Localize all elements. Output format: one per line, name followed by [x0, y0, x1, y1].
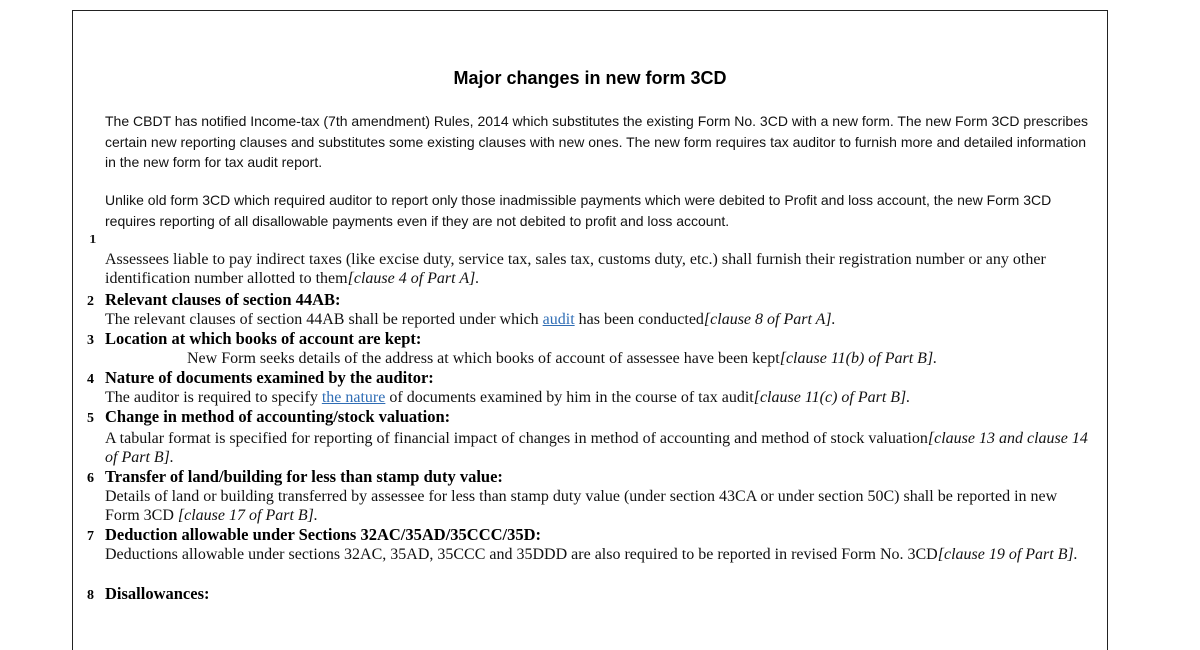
item-2-heading-row — [87, 290, 341, 312]
item-7-ref: [clause 19 of Part B]. — [937, 546, 1078, 563]
item-3-heading-row — [87, 329, 421, 351]
item-2-heading: Relevant clauses of section 44AB: — [105, 290, 341, 309]
item-3-text — [187, 349, 1107, 368]
item-number-1: 1 — [89, 233, 97, 246]
item-5-text — [105, 429, 1093, 468]
item-2-text — [105, 310, 1093, 329]
item-7-body: Deductions allowable under sections 32AC, 35AD, 35CCC and 35DDD are also required to be reported in revised Form No. 3CD — [105, 546, 938, 563]
item-2-body-start: The relevant clauses of section 44AB shall be reported under which — [105, 311, 543, 328]
item-5-heading: Change in method of accounting/stock valuation: — [105, 407, 451, 426]
item-8-number: 8 — [87, 588, 94, 603]
item-4-heading-row — [87, 368, 434, 390]
item-2-body-end: has been conducted — [574, 311, 704, 328]
item-6-ref: [clause 17 of Part B]. — [177, 507, 318, 525]
item-1-text — [105, 250, 1093, 289]
item-6-heading: Transfer of land/building for less than stamp duty value: — [105, 467, 503, 486]
item-3-number: 3 — [87, 333, 94, 348]
intro-paragraph-1: The CBDT has notified Income-tax (7th amendment) Rules, 2014 which substitutes the existing Form No. 3CD with a new form. The new Form 3CD prescribes certain new reporting clauses and substitutes some existing clauses with new ones. The new form requires tax auditor to furnish more and detailed information in the new form for tax audit report. — [105, 113, 1089, 170]
item-7-number: 7 — [87, 529, 94, 544]
item-3-ref: [clause 11(b) of Part B]. — [779, 350, 938, 367]
item-2-ref: [clause 8 of Part A]. — [703, 311, 836, 328]
item-6-number: 6 — [87, 471, 94, 486]
item-7-text — [105, 545, 1093, 564]
item-3-heading: Location at which books of account are kept: — [105, 329, 422, 348]
item-5-body: A tabular format is specified for reporting of financial impact of changes in method of accounting and method of stock valuation — [105, 430, 928, 447]
item-5-ref: [clause 13 and clause 14 of Part B]. — [105, 430, 1088, 467]
item-8-heading: Disallowances: — [105, 584, 210, 603]
item-5-number: 5 — [87, 411, 94, 426]
item-1-body: Assessees liable to pay indirect taxes (like excise duty, service tax, sales tax, customs duty, etc.) shall furnish their registration number or any other identification number allotted to them — [105, 251, 1046, 288]
item-6-body: Details of land or building transferred by assessee for less than stamp duty value (under section 43CA or under section 50C) shall be reported in new Form 3CD — [105, 488, 1058, 525]
item-4-ref: [clause 11(c) of Part B]. — [753, 389, 911, 406]
item-6-heading-row — [87, 467, 503, 489]
page-title: Major changes in new form 3CD — [453, 68, 727, 88]
audit-link[interactable]: audit — [542, 311, 575, 328]
item-4-body-end: of documents examined by him in the course of tax audit — [385, 389, 754, 406]
item-6-text — [105, 487, 1093, 526]
item-5-heading-row — [87, 407, 450, 429]
item-3-body: New Form seeks details of the address at which books of account of assessee have been kept — [187, 350, 780, 367]
item-7-heading: Deduction allowable under Sections 32AC/35AD/35CCC/35D: — [105, 525, 542, 544]
item-4-text — [105, 388, 1093, 407]
intro-paragraph-2: Unlike old form 3CD which required auditor to report only those inadmissible payments which were debited to Profit and loss account, the new Form 3CD requires reporting of all disallowable payments even if they are not debited to profit and loss account. — [105, 192, 1052, 229]
item-7-heading-row — [87, 525, 541, 547]
item-4-number: 4 — [87, 372, 94, 387]
the-nature-link[interactable]: the nature — [321, 389, 386, 406]
item-2-number: 2 — [87, 294, 94, 309]
document-page — [72, 10, 1108, 650]
item-4-heading: Nature of documents examined by the auditor: — [105, 368, 434, 387]
item-1-ref: [clause 4 of Part A]. — [347, 270, 480, 288]
item-8-heading-row — [87, 584, 210, 606]
item-4-body-start: The auditor is required to specify — [105, 389, 322, 406]
